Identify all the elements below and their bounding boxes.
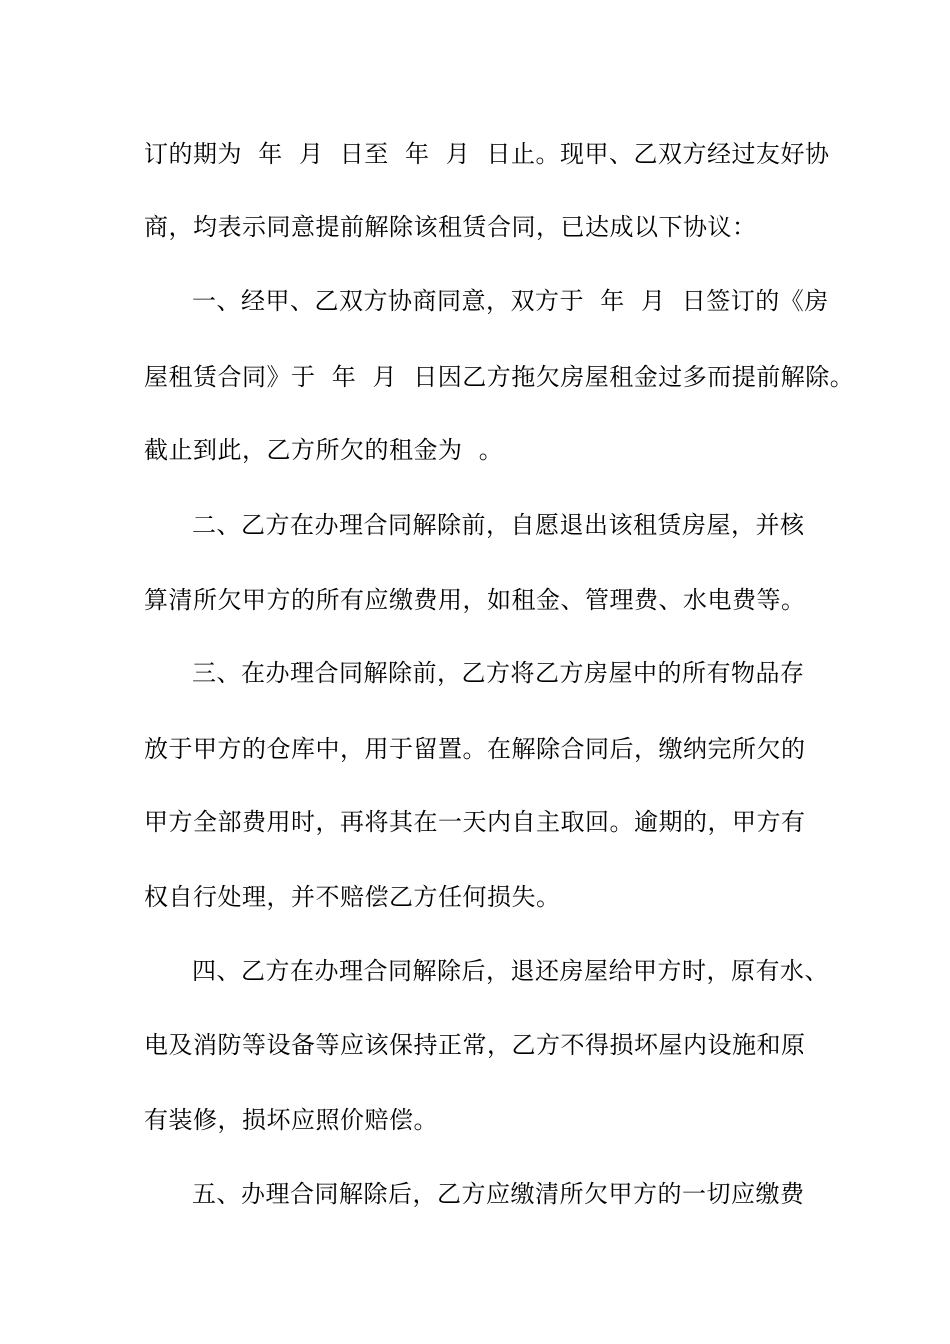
paragraph-1-start: 一、经甲、乙双方协商同意，双方于 年 月 日签订的《房 — [192, 287, 829, 315]
paragraph-5-start: 五、办理合同解除后，乙方应缴清所欠甲方的一切应缴费 — [192, 1180, 805, 1208]
text-line: 订的期为 年 月 日至 年 月 日止。现甲、乙双方经过友好协 — [144, 140, 830, 168]
text-line: 截止到此，乙方所欠的租金为 。 — [144, 436, 504, 464]
paragraph-3-start: 三、在办理合同解除前，乙方将乙方房屋中的所有物品存 — [192, 659, 805, 687]
text-line: 权自行处理，并不赔偿乙方任何损失。 — [144, 883, 561, 911]
text-line: 放于甲方的仓库中，用于留置。在解除合同后，缴纳完所欠的 — [144, 735, 806, 763]
text-line: 电及消防等设备等应该保持正常，乙方不得损坏屋内设施和原 — [144, 1031, 806, 1059]
text-line: 商，均表示同意提前解除该租赁合同，已达成以下协议： — [144, 213, 757, 241]
text-line: 有装修，损坏应照价赔偿。 — [144, 1106, 438, 1134]
text-line: 屋租赁合同》于 年 月 日因乙方拖欠房屋租金过多而提前解除。 — [144, 363, 855, 391]
text-line: 算清所欠甲方的所有应缴费用，如租金、管理费、水电费等。 — [144, 586, 806, 614]
paragraph-2-start: 二、乙方在办理合同解除前，自愿退出该租赁房屋，并核 — [192, 511, 805, 539]
paragraph-4-start: 四、乙方在办理合同解除后，退还房屋给甲方时，原有水、 — [192, 957, 829, 985]
text-line: 甲方全部费用时，再将其在一天内自主取回。逾期的，甲方有 — [144, 808, 806, 836]
